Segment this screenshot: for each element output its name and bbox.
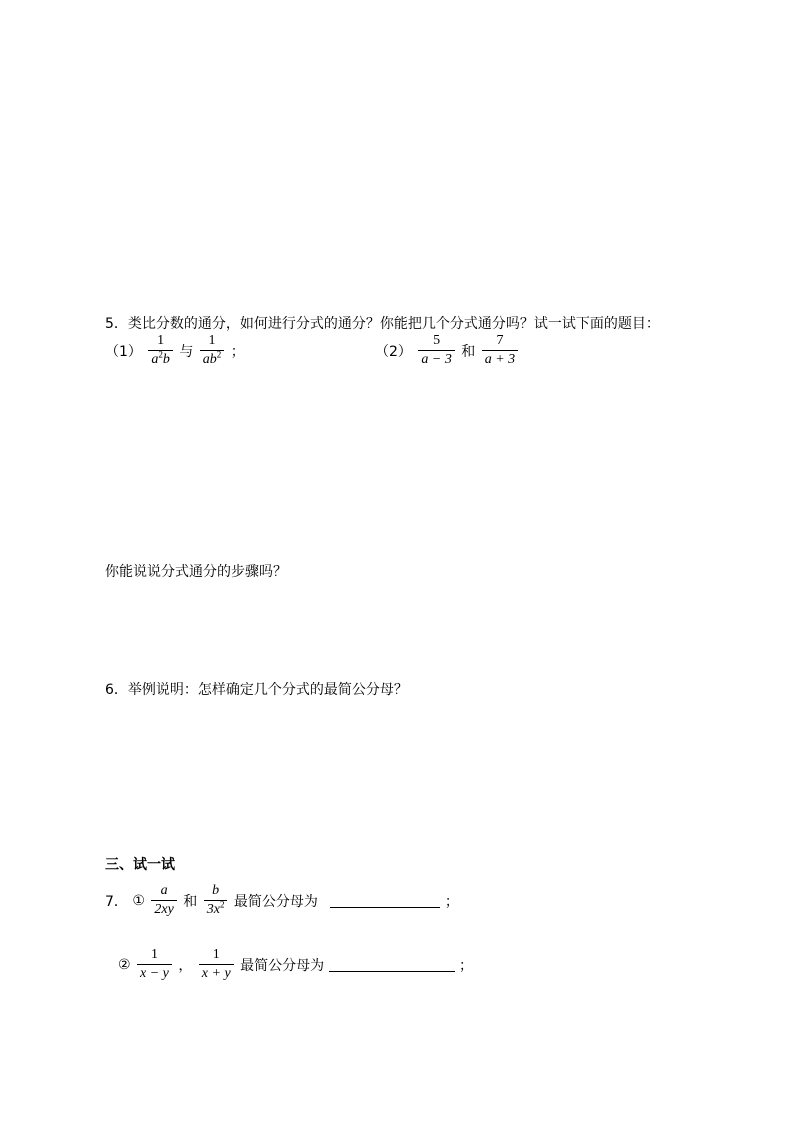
question-7-part-1 [105, 884, 459, 917]
fraction-1-over-x-minus-y: $\frac{1}{x - y}$ [137, 948, 172, 981]
answer-blank-1[interactable] [330, 893, 440, 908]
punctuation: ； [459, 957, 474, 974]
part-label: （2） [375, 343, 412, 360]
punctuation: ； [230, 343, 245, 360]
conjunction: 和 [461, 343, 476, 360]
prompt-text: 最简公分母为 [240, 957, 325, 974]
punctuation: ； [444, 893, 459, 910]
question-5-part-1 [105, 334, 245, 367]
fraction-a-over-2xy: $\frac{a}{2xy}$ [151, 884, 176, 917]
question-5-text: 5．类比分数的通分，如何进行分式的通分？你能把几个分式通分吗？试一试下面的题目： [105, 316, 660, 332]
question-6-text: 6．举例说明：怎样确定几个分式的最简公分母？ [105, 682, 408, 698]
fraction-1-over-a2b: $\frac{1}{a^2b}$ [148, 334, 173, 367]
question-7-part-2 [118, 948, 473, 981]
question-5-part-2 [375, 334, 520, 367]
conjunction: 和 [183, 893, 198, 910]
question-number: 7． [105, 893, 128, 910]
fraction-b-over-3x2: $\frac{b}{3x^2}$ [204, 884, 228, 917]
fraction-1-over-ab2: $\frac{1}{ab^2}$ [200, 334, 225, 367]
circled-marker: ① [132, 892, 145, 909]
fraction-1-over-x-plus-y: $\frac{1}{x + y}$ [199, 948, 234, 981]
prompt-text: 最简公分母为 [233, 893, 318, 910]
section-heading: 三、试一试 [105, 857, 175, 873]
circled-marker: ② [118, 956, 131, 973]
conjunction: 与 [179, 343, 194, 360]
answer-blank-2[interactable] [329, 957, 455, 972]
steps-question: 你能说说分式通分的步骤吗？ [105, 564, 287, 580]
fraction-7-over-a-plus-3: $\frac{7}{a + 3}$ [482, 334, 518, 367]
fraction-5-over-a-minus-3: $\frac{5}{a - 3}$ [418, 334, 454, 367]
part-label: （1） [105, 343, 142, 360]
separator: ， [178, 957, 193, 974]
